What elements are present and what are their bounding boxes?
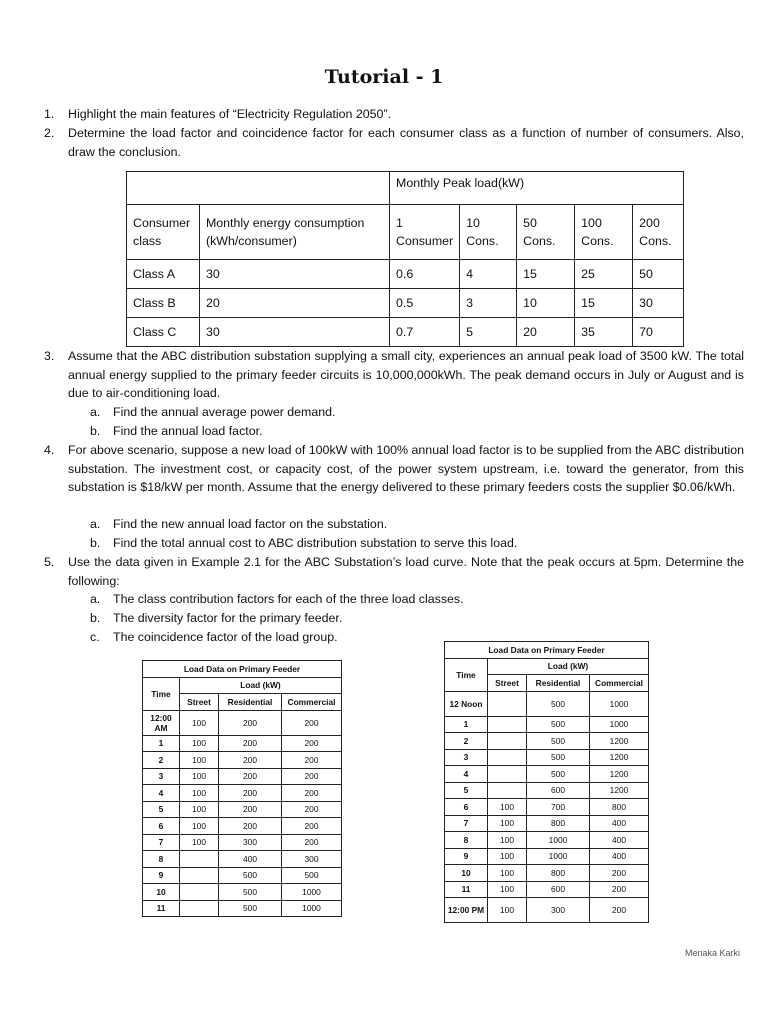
cell-street: 100 <box>488 881 527 898</box>
question-3a <box>90 403 336 422</box>
cell-commercial: 1000 <box>282 884 342 901</box>
page-title: Tutorial - 1 <box>324 66 444 88</box>
table-row <box>445 782 649 799</box>
cell-street: 100 <box>488 865 527 882</box>
cell-street <box>180 900 219 917</box>
cell: Class A <box>127 260 200 289</box>
cell-residential: 500 <box>527 716 590 733</box>
header-street: Street <box>180 694 219 711</box>
table-row <box>143 900 342 917</box>
sub-label: b. <box>90 611 101 625</box>
question-5b <box>90 609 342 628</box>
cell-residential: 500 <box>527 766 590 783</box>
cell-residential: 500 <box>219 884 282 901</box>
table-row <box>143 884 342 901</box>
cell-residential: 500 <box>527 691 590 716</box>
question-text: Highlight the main features of “Electricity Regulation 2050”. <box>68 107 392 121</box>
question-5a <box>90 590 464 609</box>
cell-commercial: 200 <box>590 898 649 923</box>
sub-label: a. <box>90 592 101 606</box>
cell-residential: 200 <box>219 768 282 785</box>
cell-time: 12:00 AM <box>143 710 180 735</box>
table-caption: Load Data on Primary Feeder <box>143 661 342 678</box>
cell: 5 <box>460 318 517 347</box>
cell: 25 <box>575 260 633 289</box>
table-row <box>445 733 649 750</box>
header-commercial: Commercial <box>590 675 649 692</box>
table-row <box>127 289 684 318</box>
cell-time: 5 <box>445 782 488 799</box>
sub-text: Find the annual average power demand. <box>113 405 336 419</box>
table-row <box>143 801 342 818</box>
cell-commercial: 400 <box>590 832 649 849</box>
cell-time: 9 <box>445 848 488 865</box>
sub-text: Find the new annual load factor on the substation. <box>113 517 388 531</box>
cell-commercial: 1000 <box>590 716 649 733</box>
cell-street <box>488 766 527 783</box>
cell-time: 8 <box>445 832 488 849</box>
cell-residential: 500 <box>219 900 282 917</box>
header-50-cons: 50 Cons. <box>517 205 575 260</box>
cell-residential: 400 <box>219 851 282 868</box>
cell-residential: 500 <box>527 749 590 766</box>
question-4b <box>90 534 517 553</box>
cell-time: 3 <box>143 768 180 785</box>
cell-time: 11 <box>445 881 488 898</box>
question-number: 1. <box>44 107 55 121</box>
cell-street <box>488 691 527 716</box>
cell-time: 11 <box>143 900 180 917</box>
table-row <box>143 785 342 802</box>
table-caption: Load Data on Primary Feeder <box>445 642 649 659</box>
table-row <box>445 749 649 766</box>
cell-street <box>180 851 219 868</box>
cell: 0.7 <box>390 318 460 347</box>
cell-street <box>180 884 219 901</box>
cell: 0.6 <box>390 260 460 289</box>
group-header: Monthly Peak load(kW) <box>390 172 684 205</box>
question-text: Assume that the ABC distribution substation supplying a small city, experiences an annual peak load of 3500 kW. The total annual energy supplied to the primary feeder circuits is 10,000,000kWh. The peak demand occurs in July or August and is due to air-conditioning load. <box>68 349 744 401</box>
cell: 30 <box>633 289 684 318</box>
cell: Class C <box>127 318 200 347</box>
cell-residential: 600 <box>527 881 590 898</box>
question-3 <box>44 347 744 403</box>
table-row <box>143 851 342 868</box>
cell-time: 8 <box>143 851 180 868</box>
question-4 <box>44 441 744 497</box>
question-5c <box>90 628 338 647</box>
cell-commercial: 1200 <box>590 733 649 750</box>
header-10-cons: 10 Cons. <box>460 205 517 260</box>
table-row <box>445 716 649 733</box>
cell-time: 9 <box>143 867 180 884</box>
cell: 35 <box>575 318 633 347</box>
cell: Class B <box>127 289 200 318</box>
cell: 30 <box>199 318 389 347</box>
question-3b <box>90 422 262 441</box>
table-row <box>127 318 684 347</box>
cell: 3 <box>460 289 517 318</box>
cell-commercial: 200 <box>282 801 342 818</box>
question-number: 3. <box>44 349 55 363</box>
question-text: Determine the load factor and coincidence factor for each consumer class as a function of number of consumers. Also, draw the conclusion. <box>68 126 744 159</box>
question-text: For above scenario, suppose a new load of 100kW with 100% annual load factor is to be supplied from the ABC distribution substation. The investment cost, or capacity cost, of the power system upstream, i.e. toward the generator, from this substation is $18/kW per month. Assume that the energy delivered to these primary feeders costs the supplier $0.06/kWh. <box>68 443 744 495</box>
header-load: Load (kW) <box>488 658 649 675</box>
cell-commercial: 200 <box>282 834 342 851</box>
question-number: 4. <box>44 443 55 457</box>
cell: 70 <box>633 318 684 347</box>
cell-residential: 800 <box>527 815 590 832</box>
cell-residential: 600 <box>527 782 590 799</box>
cell-commercial: 200 <box>282 818 342 835</box>
cell-time: 10 <box>445 865 488 882</box>
cell-residential: 200 <box>219 818 282 835</box>
cell-residential: 300 <box>527 898 590 923</box>
cell: 15 <box>575 289 633 318</box>
cell-residential: 300 <box>219 834 282 851</box>
cell-commercial: 1000 <box>282 900 342 917</box>
sub-text: Find the annual load factor. <box>113 424 263 438</box>
sub-label: c. <box>90 630 100 644</box>
table-row <box>143 867 342 884</box>
cell: 20 <box>199 289 389 318</box>
sub-label: a. <box>90 517 101 531</box>
cell: 50 <box>633 260 684 289</box>
cell-commercial: 1200 <box>590 766 649 783</box>
header-load: Load (kW) <box>180 677 342 694</box>
cell: 0.5 <box>390 289 460 318</box>
cell-street: 100 <box>488 848 527 865</box>
table-row <box>143 818 342 835</box>
table-row <box>445 766 649 783</box>
cell-time: 2 <box>143 752 180 769</box>
cell-time: 2 <box>445 733 488 750</box>
cell-street: 100 <box>180 768 219 785</box>
cell-time: 10 <box>143 884 180 901</box>
cell-street: 100 <box>180 735 219 752</box>
table-row <box>143 834 342 851</box>
cell-commercial: 400 <box>590 848 649 865</box>
cell-residential: 200 <box>219 785 282 802</box>
question-2 <box>44 124 744 161</box>
sub-text: The diversity factor for the primary feeder. <box>113 611 343 625</box>
cell-time: 6 <box>143 818 180 835</box>
header-consumer-class: Consumer class <box>127 205 200 260</box>
cell-commercial: 1200 <box>590 782 649 799</box>
cell-commercial: 1200 <box>590 749 649 766</box>
cell-time: 7 <box>445 815 488 832</box>
cell-residential: 200 <box>219 710 282 735</box>
cell-time: 3 <box>445 749 488 766</box>
cell: 15 <box>517 260 575 289</box>
cell: 30 <box>199 260 389 289</box>
table-row <box>445 898 649 923</box>
cell-commercial: 200 <box>282 710 342 735</box>
header-1-consumer: 1 Consumer <box>390 205 460 260</box>
load-data-table-pm <box>444 641 649 923</box>
cell-time: 4 <box>445 766 488 783</box>
header-street: Street <box>488 675 527 692</box>
question-text: Use the data given in Example 2.1 for the ABC Substation’s load curve. Note that the peak occurs at 5pm. Determine the following: <box>68 555 744 588</box>
table-row <box>143 710 342 735</box>
cell-residential: 800 <box>527 865 590 882</box>
cell-time: 12:00 PM <box>445 898 488 923</box>
sub-text: Find the total annual cost to ABC distribution substation to serve this load. <box>113 536 518 550</box>
cell-residential: 700 <box>527 799 590 816</box>
table-row <box>445 881 649 898</box>
cell-commercial: 200 <box>282 735 342 752</box>
table-row <box>143 735 342 752</box>
table-row <box>143 768 342 785</box>
cell-street: 100 <box>180 752 219 769</box>
header-residential: Residential <box>527 675 590 692</box>
header-200-cons: 200 Cons. <box>633 205 684 260</box>
question-1 <box>44 105 744 124</box>
cell-commercial: 800 <box>590 799 649 816</box>
table-row <box>445 865 649 882</box>
sub-label: b. <box>90 424 101 438</box>
cell-commercial: 400 <box>590 815 649 832</box>
cell-street <box>488 733 527 750</box>
cell-time: 1 <box>445 716 488 733</box>
cell-street: 100 <box>488 832 527 849</box>
cell-street: 100 <box>488 815 527 832</box>
cell-time: 4 <box>143 785 180 802</box>
cell-residential: 500 <box>527 733 590 750</box>
table-row <box>143 752 342 769</box>
cell-street: 100 <box>180 801 219 818</box>
cell-residential: 200 <box>219 752 282 769</box>
cell-residential: 500 <box>219 867 282 884</box>
cell-street <box>488 749 527 766</box>
sub-label: a. <box>90 405 101 419</box>
cell: 20 <box>517 318 575 347</box>
cell-street: 100 <box>180 818 219 835</box>
cell-time: 1 <box>143 735 180 752</box>
cell-time: 5 <box>143 801 180 818</box>
cell-residential: 200 <box>219 801 282 818</box>
cell-street <box>180 867 219 884</box>
cell-street: 100 <box>180 785 219 802</box>
header-energy: Monthly energy consumption (kWh/consumer) <box>199 205 389 260</box>
cell-commercial: 200 <box>282 752 342 769</box>
question-number: 2. <box>44 126 55 140</box>
cell-commercial: 1000 <box>590 691 649 716</box>
header-100-cons: 100 Cons. <box>575 205 633 260</box>
cell-commercial: 300 <box>282 851 342 868</box>
table-row <box>445 799 649 816</box>
table-row <box>445 832 649 849</box>
cell-street <box>488 782 527 799</box>
cell-time: 12 Noon <box>445 691 488 716</box>
cell-street: 100 <box>180 710 219 735</box>
sub-label: b. <box>90 536 101 550</box>
cell-residential: 200 <box>219 735 282 752</box>
cell: 4 <box>460 260 517 289</box>
sub-text: The coincidence factor of the load group. <box>113 630 338 644</box>
cell-time: 7 <box>143 834 180 851</box>
question-number: 5. <box>44 555 55 569</box>
sub-text: The class contribution factors for each of the three load classes. <box>113 592 464 606</box>
table-row <box>445 848 649 865</box>
header-residential: Residential <box>219 694 282 711</box>
cell-street: 100 <box>488 799 527 816</box>
question-4a <box>90 515 387 534</box>
header-commercial: Commercial <box>282 694 342 711</box>
table-row <box>127 260 684 289</box>
question-5 <box>44 553 744 590</box>
cell-commercial: 200 <box>282 768 342 785</box>
cell-time: 6 <box>445 799 488 816</box>
author-signature: Menaka Karki <box>684 948 740 958</box>
cell-commercial: 500 <box>282 867 342 884</box>
cell: 10 <box>517 289 575 318</box>
cell-street: 100 <box>488 898 527 923</box>
cell-residential: 1000 <box>527 848 590 865</box>
monthly-peak-load-table <box>126 171 684 347</box>
table-row <box>445 691 649 716</box>
cell-residential: 1000 <box>527 832 590 849</box>
cell-street <box>488 716 527 733</box>
cell-commercial: 200 <box>590 865 649 882</box>
cell-commercial: 200 <box>282 785 342 802</box>
header-time: Time <box>143 677 180 710</box>
load-data-table-am <box>142 660 342 917</box>
cell-commercial: 200 <box>590 881 649 898</box>
table-row <box>445 815 649 832</box>
table-corner-cell <box>127 172 390 205</box>
header-time: Time <box>445 658 488 691</box>
cell-street: 100 <box>180 834 219 851</box>
